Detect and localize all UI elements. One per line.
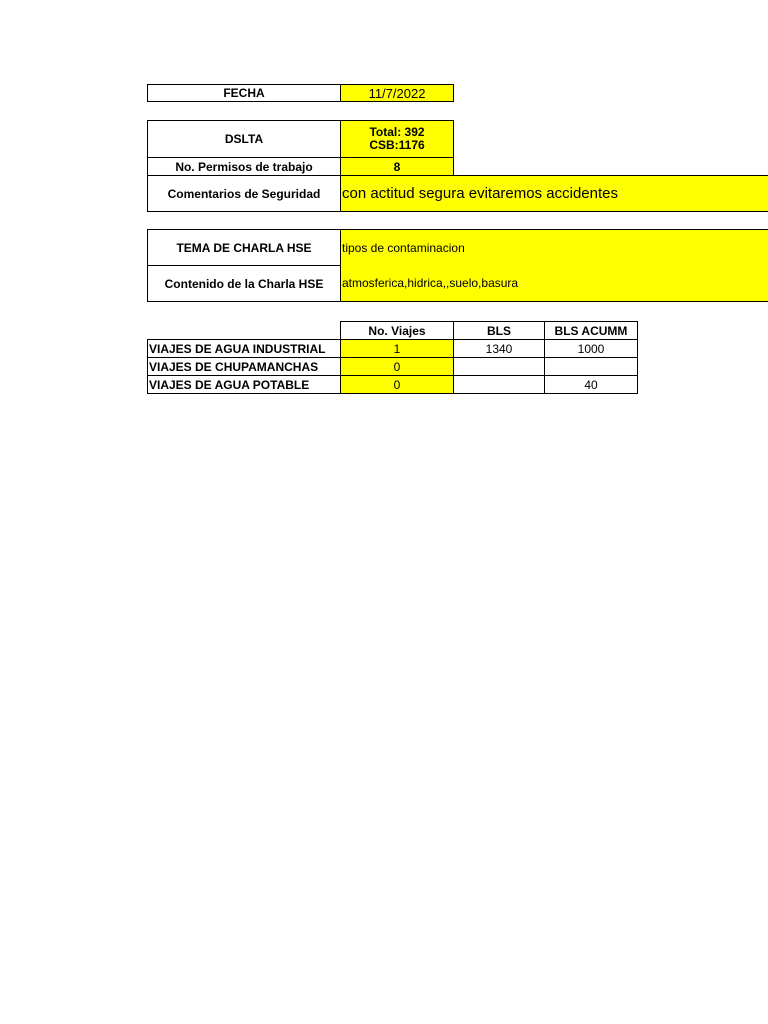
comentarios-label: Comentarios de Seguridad [147, 175, 340, 212]
row-bls-agua-industrial[interactable]: 1340 [453, 339, 545, 358]
contenido-label: Contenido de la Charla HSE [147, 265, 340, 302]
row-label-agua-potable: VIAJES DE AGUA POTABLE [147, 375, 341, 394]
dslta-label: DSLTA [147, 120, 340, 157]
tema-value[interactable]: tipos de contaminacion [340, 229, 768, 266]
row-bls-chupamanchas[interactable] [453, 357, 545, 376]
tema-label: TEMA DE CHARLA HSE [147, 229, 340, 266]
row-acumm-agua-industrial[interactable]: 1000 [544, 339, 638, 358]
permisos-label: No. Permisos de trabajo [147, 157, 340, 175]
row-bls-agua-potable[interactable] [453, 375, 545, 394]
dslta-csb: CSB:1176 [369, 138, 425, 152]
row-viajes-chupamanchas[interactable]: 0 [340, 357, 454, 376]
row-label-chupamanchas: VIAJES DE CHUPAMANCHAS [147, 357, 341, 376]
header-no-viajes: No. Viajes [340, 321, 454, 340]
row-viajes-agua-potable[interactable]: 0 [340, 375, 454, 394]
permisos-value[interactable]: 8 [340, 157, 454, 175]
row-label-agua-industrial: VIAJES DE AGUA INDUSTRIAL [147, 339, 341, 358]
fecha-label: FECHA [147, 84, 340, 102]
dslta-value[interactable] [340, 120, 454, 157]
header-bls: BLS [453, 321, 545, 340]
dslta-total: Total: 392 [369, 125, 425, 139]
header-bls-acumm: BLS ACUMM [544, 321, 638, 340]
comentarios-value[interactable]: con actitud segura evitaremos accidentes [340, 175, 768, 212]
row-acumm-agua-potable[interactable]: 40 [544, 375, 638, 394]
row-acumm-chupamanchas[interactable] [544, 357, 638, 376]
contenido-value[interactable]: atmosferica,hidrica,,suelo,basura [340, 265, 768, 302]
row-viajes-agua-industrial[interactable]: 1 [340, 339, 454, 358]
fecha-value[interactable]: 11/7/2022 [340, 84, 454, 102]
